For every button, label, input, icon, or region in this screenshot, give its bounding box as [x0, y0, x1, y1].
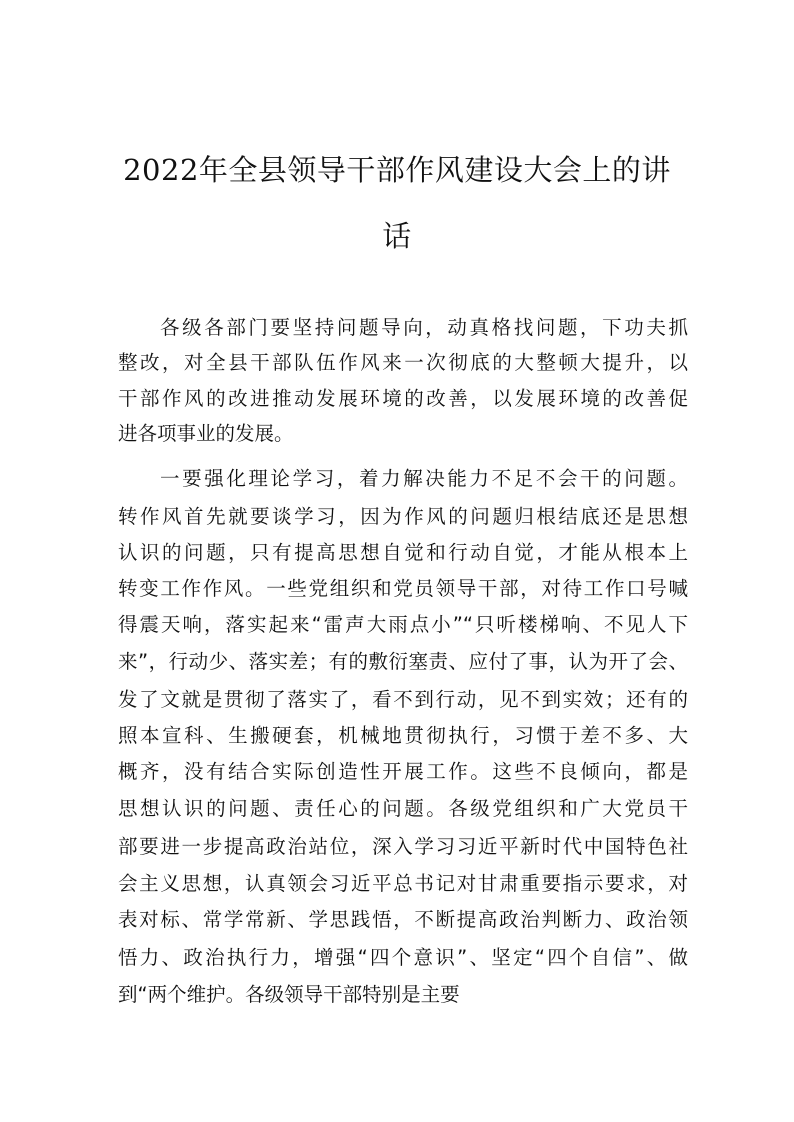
paragraph-line: 一要强化理论学习，着力解决能力不足不会干的问题。	[160, 467, 688, 490]
paragraph-line: 认识的问题，只有提高思想自觉和行动自觉，才能从根本上	[118, 541, 688, 564]
paragraph-line: 悟力、政治执行力，增强“四个意识”、坚定“四个自信”、做	[118, 946, 688, 969]
paragraph-line: 干部作风的改进推动发展环境的改善，以发展环境的改善促	[118, 387, 688, 410]
paragraph-line: 转作风首先就要谈学习，因为作风的问题归根结底还是思想	[118, 505, 688, 528]
paragraph-line: 进各项事业的发展。	[118, 422, 294, 445]
paragraph-line: 转变工作作风。一些党组织和党员领导干部，对待工作口号喊	[118, 577, 688, 600]
paragraph-line: 表对标、常学常新、学思践悟，不断提高政治判断力、政治领	[118, 908, 688, 931]
paragraph-line: 思想认识的问题、责任心的问题。各级党组织和广大党员干	[118, 797, 688, 820]
paragraph-line: 会主义思想，认真领会习近平总书记对甘肃重要指示要求，对	[118, 872, 688, 895]
paragraph-line: 部要进一步提高政治站位，深入学习习近平新时代中国特色社	[118, 835, 688, 858]
paragraph-line: 来”，行动少、落实差；有的敷衍塞责、应付了事，认为开了会、	[118, 650, 688, 673]
paragraph-line: 照本宣科、生搬硬套，机械地贯彻执行，习惯于差不多、大	[118, 724, 688, 747]
paragraph-line: 各级各部门要坚持问题导向，动真格找问题，下功夫抓	[160, 316, 688, 339]
paragraph-line: 到“两个维护。各级领导干部特别是主要	[118, 983, 460, 1006]
document-title-line-2: 话	[382, 219, 412, 253]
paragraph-line: 得震天响，落实起来“雷声大雨点小”“只听楼梯响、不见人下	[118, 613, 688, 636]
paragraph-line: 概齐，没有结合实际创造性开展工作。这些不良倾向，都是	[118, 760, 688, 783]
document-title-line-1: 2022年全县领导干部作风建设大会上的讲	[123, 153, 671, 187]
paragraph-line: 整改，对全县干部队伍作风来一次彻底的大整顿大提升，以	[118, 351, 688, 374]
paragraph-line: 发了文就是贯彻了落实了，看不到行动，见不到实效；还有的	[118, 688, 688, 711]
